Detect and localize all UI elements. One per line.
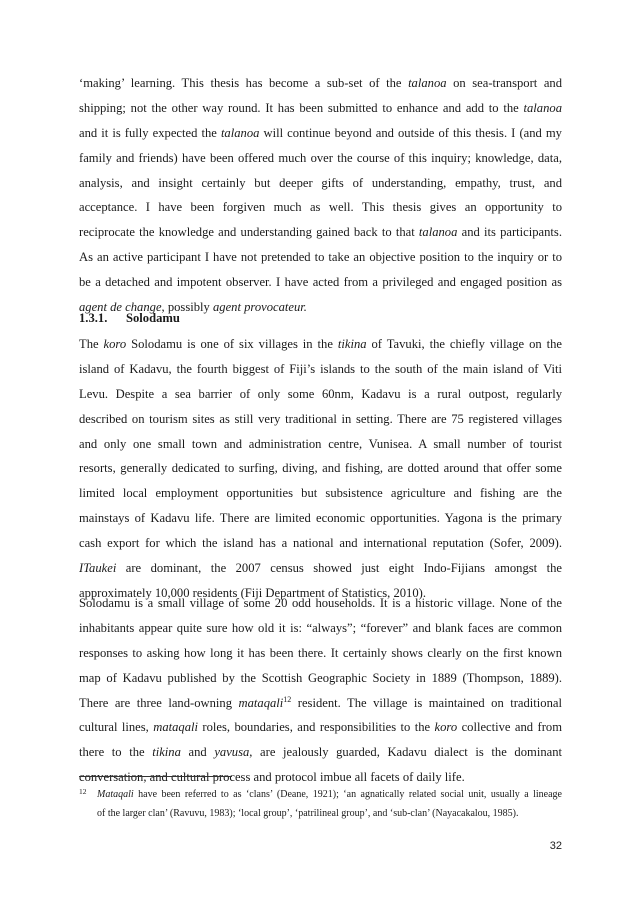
p3-line-2: inhabitants appear quite sure how old it is: “always”; “forever” and blank faces are common bbox=[79, 620, 562, 635]
footnote-mark: 12 bbox=[79, 787, 87, 796]
footnote-12 bbox=[79, 785, 562, 823]
p3-line-5: There are three land-owning mataqali$^{12}$ resident. The village is maintained on traditional bbox=[79, 694, 562, 710]
p3-line-7: there to the tikina and yavusa, are jealously guarded, Kadavu dialect is the dominant bbox=[79, 745, 562, 760]
p2-line-1: The koro Solodamu is one of six villages in the tikina of Tavuki, the chiefly village on the bbox=[79, 337, 562, 351]
p3-line-1: Solodamu is a small village of some 20 odd households. It is a historic village. None of the bbox=[79, 596, 562, 610]
p2-line-8: mainstays of Kadavu life. There are limited economic opportunities. Yagona is the primary bbox=[79, 511, 562, 526]
fn-line-2: of the larger clan’ (Ravuvu, 1983); ‘local group’, ‘patrilineal group’, and ‘sub-clan’ (Nayacakalou, 1985). bbox=[97, 808, 519, 819]
p3-line-4: map of Kadavu published by the Scottish Geographic Society in 1889 (Thompson, 1889). bbox=[79, 670, 562, 685]
p2-line-10: ITaukei are dominant, the 2007 census showed just eight Indo-Fijians amongst the bbox=[79, 561, 562, 576]
p1-line-6: acceptance. I have been forgiven much as well. This thesis gives an opportunity to bbox=[79, 200, 562, 215]
p2-line-4: described on tourism sites as still very traditional in setting. There are 75 registered villages bbox=[79, 411, 562, 426]
paragraph-1 bbox=[79, 71, 562, 320]
p1-line-9: be a detached and impotent observer. I have acted from a privileged and engaged position as bbox=[79, 275, 562, 290]
p2-line-2: island of Kadavu, the fourth biggest of Fiji’s islands to the south of the main island of Viti bbox=[79, 361, 562, 376]
footnote-ref-12[interactable]: 12 bbox=[283, 694, 292, 704]
p2-line-7: limited local employment opportunities but subsistence agriculture and fishing are the bbox=[79, 486, 562, 501]
footnote-separator bbox=[79, 776, 232, 777]
p1-line-10: agent de change, possibly agent provocateur. bbox=[79, 300, 307, 315]
p1-line-4: family and friends) have been offered much over the course of this inquiry; knowledge, data, bbox=[79, 150, 562, 165]
p1-line-5: analysis, and insight certainly but deeper gifts of understanding, empathy, trust, and bbox=[79, 175, 562, 190]
p1-line-8: As an active participant I have not pretended to take an objective position to the inquiry or to bbox=[79, 250, 562, 265]
p3-line-8: conversation, and cultural process and protocol imbue all facets of daily life. bbox=[79, 770, 465, 785]
section-title: Solodamu bbox=[126, 311, 180, 325]
p1-line-2: shipping; not the other way round. It has been submitted to enhance and add to the talanoa bbox=[79, 100, 562, 115]
p1-line-1: ‘making’ learning. This thesis has become a sub-set of the talanoa on sea-transport and bbox=[79, 76, 562, 90]
p1-line-7: reciprocate the knowledge and understanding gained back to that talanoa and its participants. bbox=[79, 225, 562, 240]
p2-line-3: Levu. Despite a sea barrier of only some 60nm, Kadavu is a rural outpost, regularly bbox=[79, 386, 562, 401]
paragraph-3 bbox=[79, 591, 562, 790]
p3-line-6: cultural lines, mataqali roles, boundaries, and responsibilities to the koro collective and from bbox=[79, 720, 562, 735]
p2-line-5: and only one small town and administration centre, Vunisea. A small number of tourist bbox=[79, 436, 562, 451]
paragraph-2 bbox=[79, 332, 562, 606]
p2-line-6: resorts, generally dedicated to surfing, diving, and fishing, are dotted around that offer some bbox=[79, 461, 562, 476]
footnote-body bbox=[97, 785, 562, 823]
p2-line-9: cash export for which the island has a national and international reputation (Sofer, 2009). bbox=[79, 536, 562, 551]
page-number: 32 bbox=[549, 840, 562, 852]
p2-line-11: approximately 10,000 residents (Fiji Department of Statistics, 2010). bbox=[79, 585, 426, 600]
section-number: 1.3.1. bbox=[79, 311, 108, 325]
p3-line-3: responses to asking how long it has been there. It certainly shows clearly on the first known bbox=[79, 645, 562, 660]
section-heading bbox=[79, 311, 180, 326]
p1-line-3: and it is fully expected the talanoa will continue beyond and outside of this thesis. I (and my bbox=[79, 125, 562, 140]
fn-line-1: Mataqali have been referred to as ‘clans’ (Deane, 1921); ‘an agnatically related social unit, usually a lineage bbox=[97, 789, 562, 800]
